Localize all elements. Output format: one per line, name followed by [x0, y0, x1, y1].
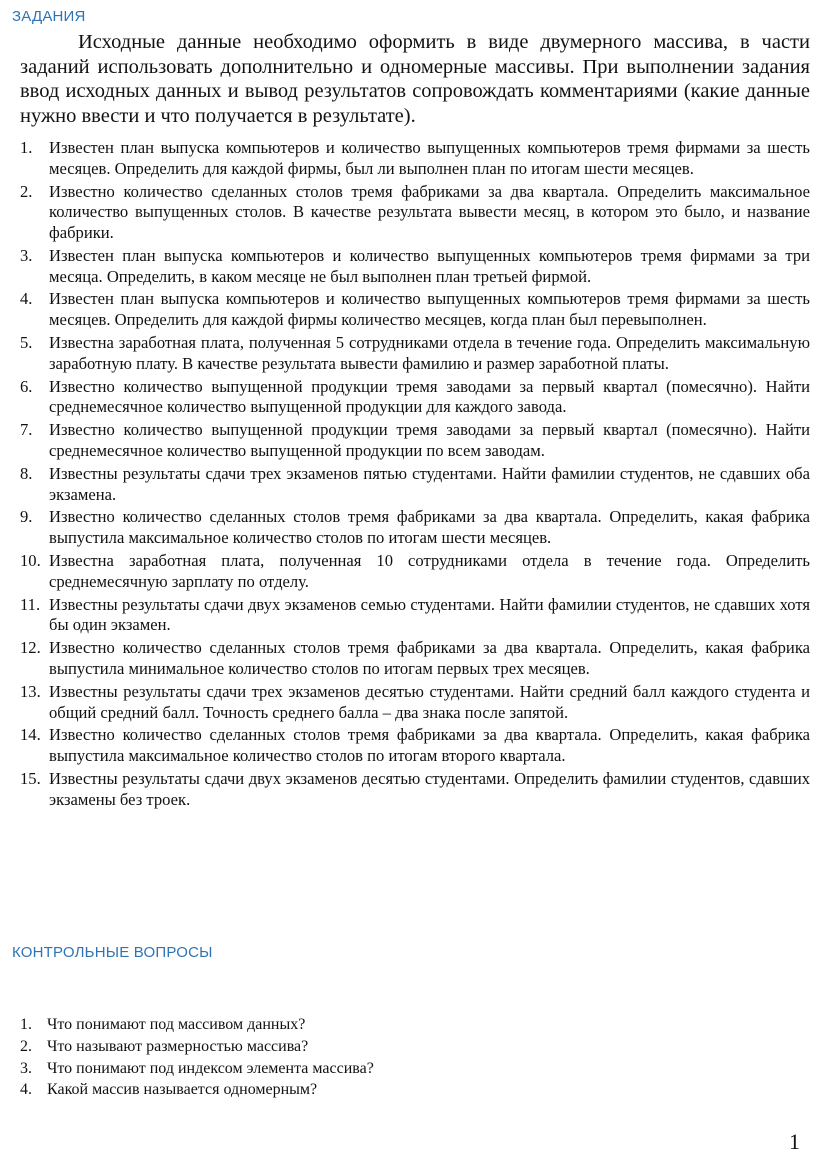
item-text: Известна заработная плата, полученная 10 сотрудниками отдела в течение года. Определить среднемесячную зарплату по отделу. — [49, 551, 810, 591]
list-item — [20, 725, 810, 766]
item-text: Что понимают под индексом элемента массива? — [47, 1059, 374, 1077]
questions-heading: КОНТРОЛЬНЫЕ ВОПРОСЫ — [12, 944, 213, 961]
item-number: 15. — [20, 769, 41, 789]
list-item — [20, 551, 810, 592]
item-text: Известны результаты сдачи двух экзаменов семью студентами. Найти фамилии студентов, не сдавших хотя бы один экзамен. — [49, 594, 810, 635]
item-text: Что называют размерностью массива? — [47, 1037, 309, 1055]
item-number: 2. — [20, 1037, 32, 1055]
list-item — [20, 1015, 800, 1035]
item-text: Известна заработная плата, полученная 5 сотрудниками отдела в течение года. Определить максимальную заработную плату. В качестве результата вывести фамилию и размер заработной платы. — [49, 333, 810, 373]
item-number: 4. — [20, 1081, 32, 1099]
item-text: Известно количество выпущенной продукции тремя заводами за первый квартал (помесячно). Найти среднемесячное количество выпущенной продукции для каждого завода. — [49, 376, 810, 417]
item-number: 13. — [20, 681, 41, 701]
task-list — [20, 138, 810, 813]
item-number: 12. — [20, 638, 41, 658]
question-list — [20, 1015, 800, 1102]
item-number: 3. — [20, 1059, 32, 1077]
item-text: Известно количество выпущенной продукции тремя заводами за первый квартал (помесячно). Найти среднемесячное количество выпущенной продукции по всем заводам. — [49, 420, 810, 460]
item-number: 3. — [20, 245, 33, 265]
list-item — [20, 182, 810, 244]
tasks-heading: ЗАДАНИЯ — [12, 8, 86, 25]
item-number: 10. — [20, 551, 41, 571]
item-text: Известно количество сделанных столов тремя фабриками за два квартала. Определить, какая фабрика выпустила минимальное количество столов по итогам первых трех месяцев. — [49, 638, 810, 678]
item-number: 14. — [20, 725, 41, 745]
list-item — [20, 682, 810, 723]
item-text: Известны результаты сдачи трех экзаменов десятью студентами. Найти средний балл каждого студента и общий средний балл. Точность среднего балла – два знака после запятой. — [49, 681, 810, 722]
list-item — [20, 420, 810, 461]
list-item — [20, 246, 810, 287]
list-item — [20, 289, 810, 330]
intro-paragraph: Исходные данные необходимо оформить в виде двумерного массива, в части заданий использовать дополнительно и одномерные массивы. При выполнении задания ввод исходных данных и вывод результатов сопровождать комментариями (какие данные нужно ввести и что получается в результате). — [20, 31, 810, 127]
item-text: Известно количество сделанных столов тремя фабриками за два квартала. Определить, какая фабрика выпустила максимальное количество столов по итогам шести месяцев. — [49, 507, 810, 548]
list-item — [20, 1080, 800, 1100]
item-text: Известны результаты сдачи двух экзаменов десятью студентами. Определить фамилии студентов, сдавших экзамены без троек. — [49, 769, 810, 809]
item-text: Известно количество сделанных столов тремя фабриками за два квартала. Определить максимальное количество выпущенных столов. В качестве результата вывести месяц, в котором это было, и название фабрики. — [49, 181, 810, 242]
item-number: 2. — [20, 181, 33, 201]
item-number: 6. — [20, 376, 33, 396]
list-item — [20, 638, 810, 679]
item-text: Какой массив называется одномерным? — [47, 1081, 318, 1099]
item-number: 5. — [20, 333, 33, 353]
item-text: Известны результаты сдачи трех экзаменов пятью студентами. Найти фамилии студентов, не сдавших оба экзамена. — [49, 463, 810, 504]
item-number: 9. — [20, 507, 33, 527]
item-text: Известен план выпуска компьютеров и количество выпущенных компьютеров тремя фирмами за шесть месяцев. Определить для каждой фирмы, был ли выполнен план по итогам шести месяцев. — [49, 138, 810, 178]
list-item — [20, 1059, 800, 1079]
item-text: Что понимают под массивом данных? — [47, 1016, 306, 1033]
list-item — [20, 333, 810, 374]
list-item — [20, 464, 810, 505]
item-text: Известен план выпуска компьютеров и количество выпущенных компьютеров тремя фирмами за шесть месяцев. Определить для каждой фирмы количество месяцев, когда план был перевыполнен. — [49, 289, 810, 330]
item-number: 7. — [20, 420, 33, 440]
list-item — [20, 138, 810, 179]
item-number: 11. — [20, 594, 41, 614]
list-item — [20, 1037, 800, 1057]
item-number: 1. — [20, 138, 33, 157]
item-text: Известен план выпуска компьютеров и количество выпущенных компьютеров тремя фирмами за три месяца. Определить, в каком месяце не был выполнен план третьей фирмой. — [49, 245, 810, 286]
list-item — [20, 377, 810, 418]
list-item — [20, 595, 810, 636]
list-item — [20, 507, 810, 548]
item-number: 8. — [20, 463, 33, 483]
page-number: 1 — [789, 1129, 800, 1154]
item-text: Известно количество сделанных столов тремя фабриками за два квартала. Определить, какая фабрика выпустила максимальное количество столов по итогам второго квартала. — [49, 725, 810, 766]
item-number: 1. — [20, 1016, 32, 1033]
item-number: 4. — [20, 289, 33, 309]
list-item — [20, 769, 810, 810]
